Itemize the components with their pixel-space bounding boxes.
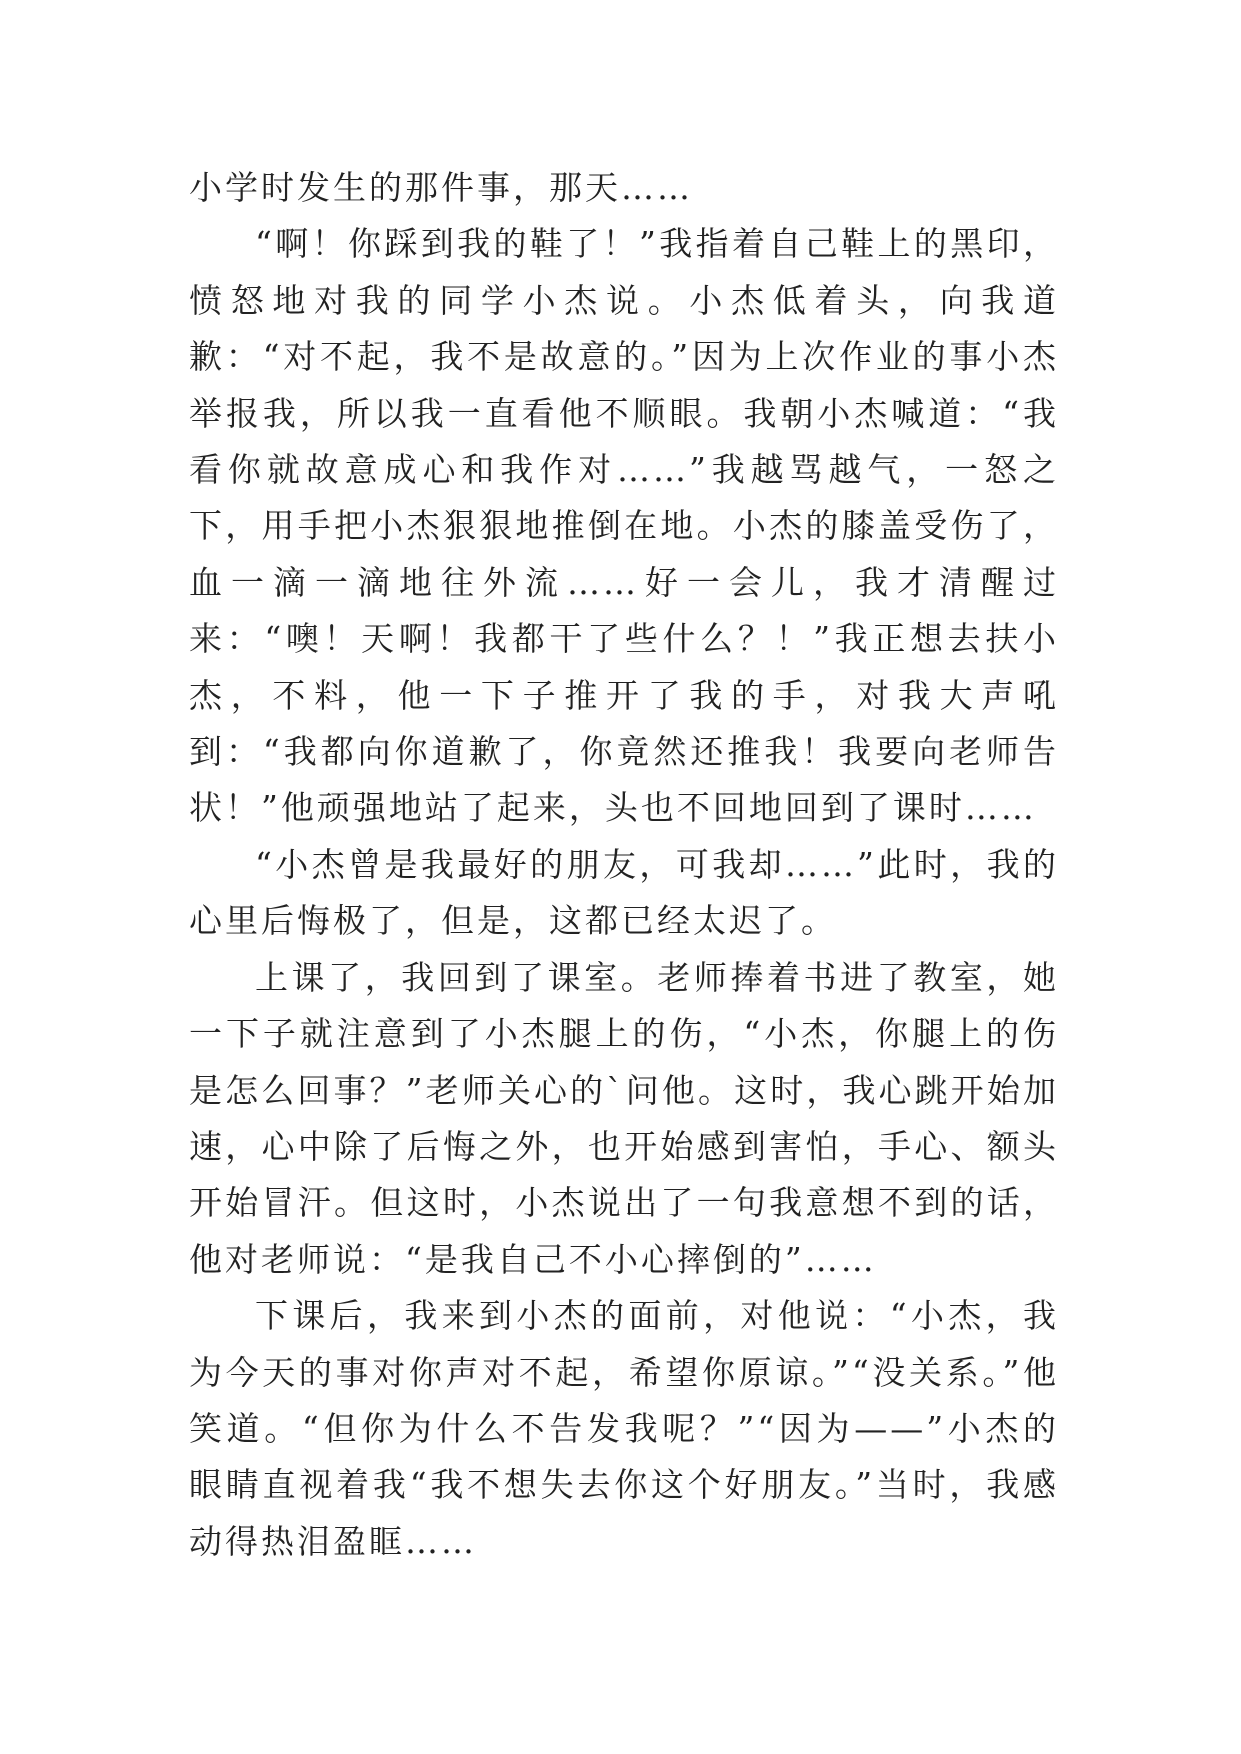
paragraph-1: 小学时发生的那件事，那天…… [189, 168, 693, 207]
paragraph-3: “小杰曾是我最好的朋友，可我却……”此时，我的心里后悔极了，但是，这都已经太迟了。 [189, 844, 1059, 941]
document-body [189, 160, 1059, 1570]
paragraph-4: 上课了，我回到了课室。老师捧着书进了教室，她一下子就注意到了小杰腿上的伤，“小杰，你腿上的伤是怎么回事？”老师关心的`问他。这时，我心跳开始加速，心中除了后悔之外，也开始感到害怕，手心、额头开始冒汗。但这时，小杰说出了一句我意想不到的话，他对老师说：“是我自己不小心摔倒的”…… [189, 957, 1059, 1279]
paragraph-2: “啊！你踩到我的鞋了！”我指着自己鞋上的黑印，愤怒地对我的同学小杰说。小杰低着头，向我道歉：“对不起，我不是故意的。”因为上次作业的事小杰举报我，所以我一直看他不顺眼。我朝小杰喊道：“我看你就故意成心和我作对……”我越骂越气，一怒之下，用手把小杰狠狠地推倒在地。小杰的膝盖受伤了，血一滴一滴地往外流……好一会儿，我才清醒过来：“噢！天啊！我都干了些什么？！”我正想去扶小杰，不料，他一下子推开了我的手，对我大声吼到：“我都向你道歉了，你竟然还推我！我要向老师告状！”他顽强地站了起来，头也不回地回到了课时…… [189, 224, 1059, 828]
paragraph-5: 下课后，我来到小杰的面前，对他说：“小杰，我为今天的事对你声对不起，希望你原谅。”“没关系。”他笑道。“但你为什么不告发我呢？”“因为——”小杰的眼睛直视着我“我不想失去你这个好朋友。”当时，我感动得热泪盈眶…… [189, 1296, 1059, 1561]
